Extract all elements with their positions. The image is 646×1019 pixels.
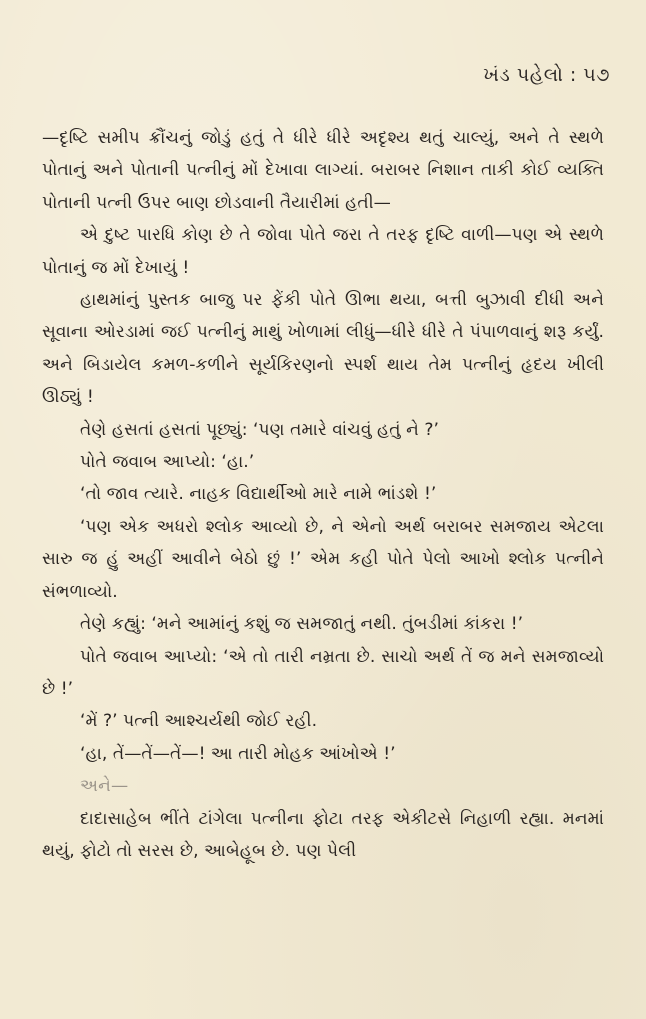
paragraph: એ દુષ્ટ પારધિ કોણ છે તે જોવા પોતે જરા તે તરફ દૃષ્ટિ વાળી—પણ એ સ્થળે પોતાનું જ મોં દેખાયું ! — [42, 225, 604, 278]
paragraph: ‘પણ એક અધરો શ્લોક આવ્યો છે, ને એનો અર્થ બરાબર સમજાય એટલા સારુ જ હું અહીં આવીને બેઠો છું !’ એમ કહી પોતે પેલો આખો શ્લોક પત્નીને સંભળાવ્યો. — [42, 516, 604, 602]
page-body — [42, 122, 604, 867]
paragraph: દાદાસાહેબ ભીંતે ટાંગેલા પત્નીના ફોટા તરફ એકીટસે નિહાળી રહ્યા. મનમાં થયું, ફોટો તો સરસ છે, આબેહૂબ છે. પણ પેલી — [42, 808, 604, 861]
paragraph: અને— — [80, 776, 129, 797]
paragraph: ‘મેં ?’ પત્ની આશ્ચર્યથી જોઈ રહી. — [80, 711, 318, 732]
paragraph: ‘હા, તેં—તેં—તેં—! આ તારી મોહક આંખોએ !’ — [80, 743, 396, 764]
paragraph: પોતે જવાબ આપ્યો: ‘એ તો તારી નમ્રતા છે. સાચો અર્થ તેં જ મને સમજાવ્યો છે !’ — [42, 646, 604, 699]
paragraph: હાથમાંનું પુસ્તક બાજુ પર ફેંકી પોતે ઊભા થયા, બત્તી બુઝાવી દીધી અને સૂવાના ઓરડામાં જઈ પત્નીનું માથું ખોળામાં લીધું—ધીરે ધીરે તે પંપાળવાનું શરૂ કર્યું. અને બિડાયેલ કમળ-કળીને સૂર્યકિરણનો સ્પર્શ થાય તેમ પત્નીનું હૃદય ખીલી ઊઠ્યું ! — [42, 290, 604, 408]
paragraph: —દૃષ્ટિ સમીપ ક્રૌંચનું જોડું હતું તે ધીરે ધીરે અદૃશ્ય થતું ચાલ્યું, અને તે સ્થળે પોતાનું અને પોતાની પત્નીનું મોં દેખાવા લાગ્યાં. બરાબર નિશાન તાકી કોઈ વ્યક્તિ પોતાની પત્ની ઉપર બાણ છોડવાની તૈયારીમાં હતી— — [42, 128, 604, 213]
paragraph: તેણે હસતાં હસતાં પૂછ્યું: ‘પણ તમારે વાંચવું હતું ને ?’ — [80, 419, 439, 440]
paragraph: તેણે કહ્યું: ‘મને આમાંનું કશું જ સમજાતું નથી. તુંબડીમાં કાંકરા !’ — [80, 614, 524, 635]
paragraph: ‘તો જાવ ત્યારે. નાહક વિદ્યાર્થીઓ મારે નામે ભાંડશે !’ — [80, 484, 437, 505]
paragraph: પોતે જવાબ આપ્યો: ‘હા.’ — [80, 452, 255, 473]
running-head: ખંડ પહેલો : ૫૭ — [483, 64, 610, 86]
